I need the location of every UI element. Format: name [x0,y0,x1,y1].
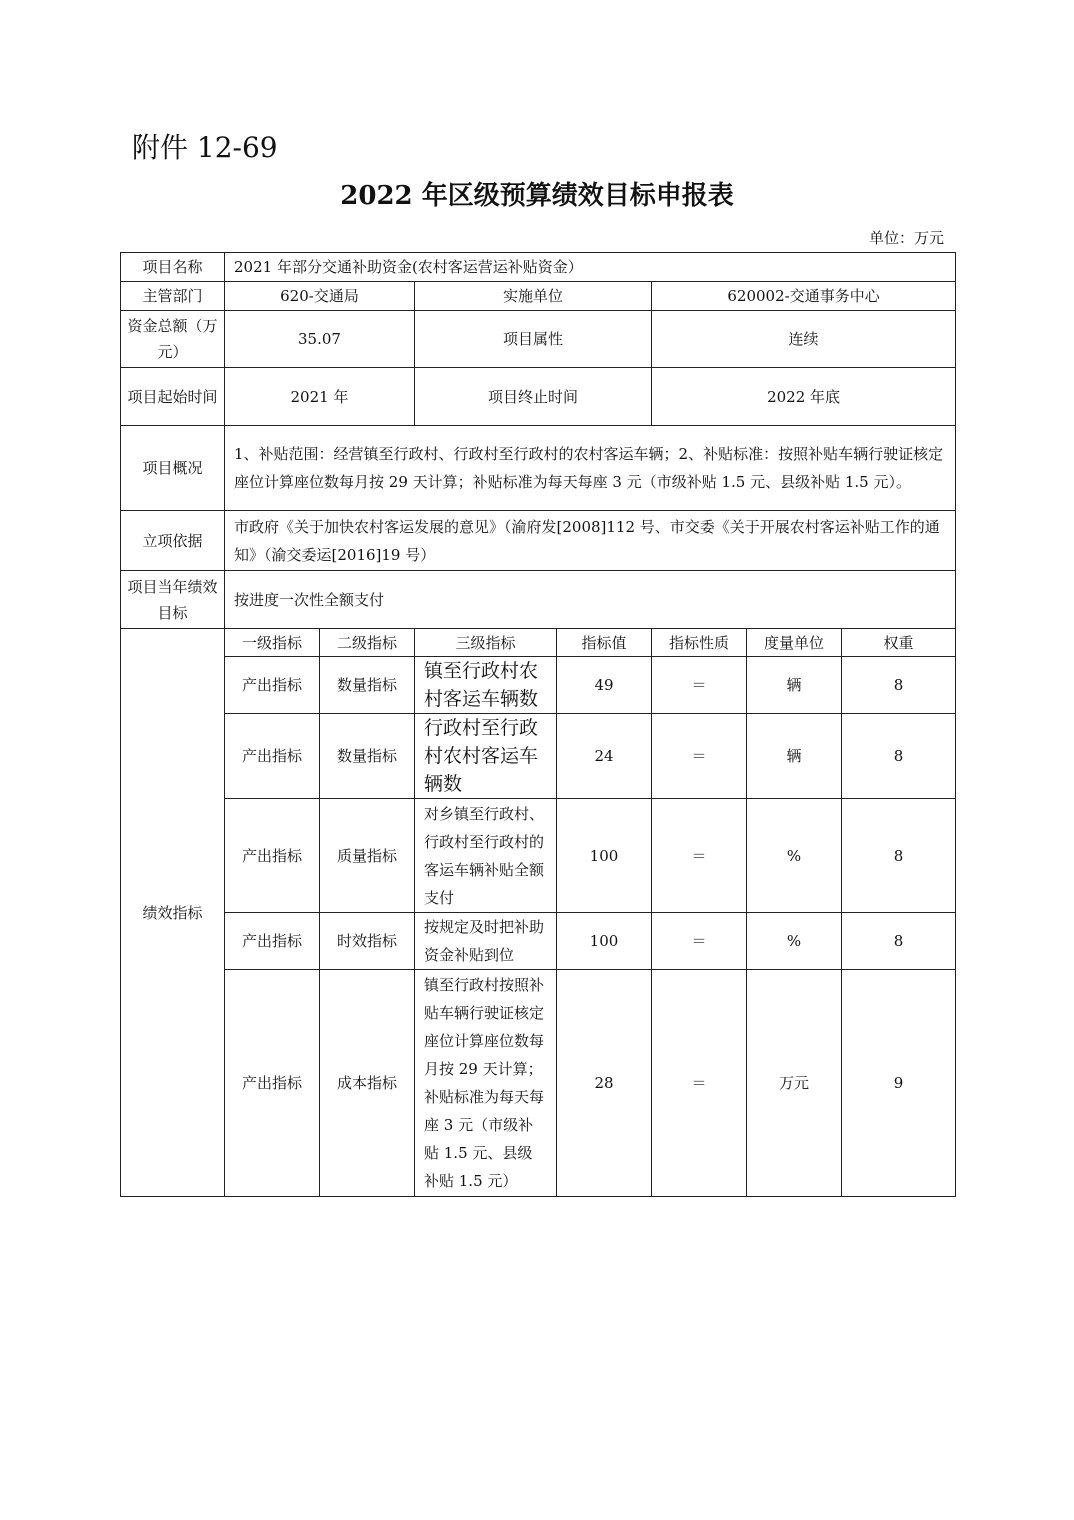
end-label: 项目终止时间 [415,368,652,426]
attr-label: 项目属性 [415,311,652,368]
goal-label: 项目当年绩效目标 [121,571,225,629]
row-nature: ＝ [652,799,747,913]
impl-label: 实施单位 [415,282,652,311]
row-weight: 9 [842,970,956,1197]
dept-label: 主管部门 [121,282,225,311]
start-value: 2021 年 [225,368,415,426]
row-weight: 8 [842,799,956,913]
row-l1: 产出指标 [225,970,320,1197]
header-l1: 一级指标 [225,629,320,657]
row-unit: % [747,799,842,913]
overview-value: 1、补贴范围：经营镇至行政村、行政村至行政村的农村客运车辆；2、补贴标准：按照补贴车辆行驶证核定座位计算座位数每月按 29 天计算；补贴标准为每天每座 3 元（市级补贴 1.5 元、县级补贴 1.5 元）。 [225,426,956,511]
impl-value: 620002-交通事务中心 [652,282,956,311]
budget-form-table [120,252,956,1197]
fund-label: 资金总额（万元） [121,311,225,368]
row-nature: ＝ [652,970,747,1197]
row-l2: 时效指标 [320,913,415,970]
fund-value: 35.07 [225,311,415,368]
row-l3: 按规定及时把补助资金补贴到位 [415,913,557,970]
row-l2: 成本指标 [320,970,415,1197]
header-unit: 度量单位 [747,629,842,657]
table-row [121,970,956,1197]
row-l1: 产出指标 [225,913,320,970]
row-l3: 行政村至行政村农村客运车辆数 [415,714,557,799]
row-value: 24 [557,714,652,799]
row-l3: 对乡镇至行政村、行政村至行政村的客运车辆补贴全额支付 [415,799,557,913]
row-unit: % [747,913,842,970]
row-l1: 产出指标 [225,657,320,714]
row-nature: ＝ [652,913,747,970]
row-l3: 镇至行政村农村客运车辆数 [415,657,557,714]
row-weight: 8 [842,913,956,970]
row-value: 28 [557,970,652,1197]
row-weight: 8 [842,657,956,714]
row-nature: ＝ [652,714,747,799]
row-value: 49 [557,657,652,714]
header-value: 指标值 [557,629,652,657]
table-row [121,714,956,799]
project-name-label: 项目名称 [121,253,225,282]
basis-value: 市政府《关于加快农村客运发展的意见》（渝府发[2008]112 号、市交委《关于开展农村客运补贴工作的通知》（渝交委运[2016]19 号） [225,511,956,571]
row-l2: 数量指标 [320,714,415,799]
row-value: 100 [557,913,652,970]
project-name-value: 2021 年部分交通补助资金(农村客运营运补贴资金） [225,253,956,282]
header-nature: 指标性质 [652,629,747,657]
table-row [121,913,956,970]
header-l3: 三级指标 [415,629,557,657]
attr-value: 连续 [652,311,956,368]
row-value: 100 [557,799,652,913]
header-weight: 权重 [842,629,956,657]
overview-label: 项目概况 [121,426,225,511]
row-l2: 数量指标 [320,657,415,714]
form-title: 2022 年区级预算绩效目标申报表 [340,181,734,211]
end-value: 2022 年底 [652,368,956,426]
basis-label: 立项依据 [121,511,225,571]
table-row [121,799,956,913]
row-l1: 产出指标 [225,799,320,913]
start-label: 项目起始时间 [121,368,225,426]
row-l1: 产出指标 [225,714,320,799]
goal-value: 按进度一次性全额支付 [225,571,956,629]
row-unit: 万元 [747,970,842,1197]
table-row [121,657,956,714]
unit-label: 单位：万元 [868,229,944,247]
row-weight: 8 [842,714,956,799]
perf-label: 绩效指标 [121,629,225,1197]
row-unit: 辆 [747,714,842,799]
row-l2: 质量指标 [320,799,415,913]
attachment-label: 附件 12-69 [132,131,278,164]
row-nature: ＝ [652,657,747,714]
row-l3: 镇至行政村按照补贴车辆行驶证核定座位计算座位数每月按 29 天计算；补贴标准为每天每座 3 元（市级补贴 1.5 元、县级补贴 1.5 元） [415,970,557,1197]
header-l2: 二级指标 [320,629,415,657]
dept-value: 620-交通局 [225,282,415,311]
row-unit: 辆 [747,657,842,714]
